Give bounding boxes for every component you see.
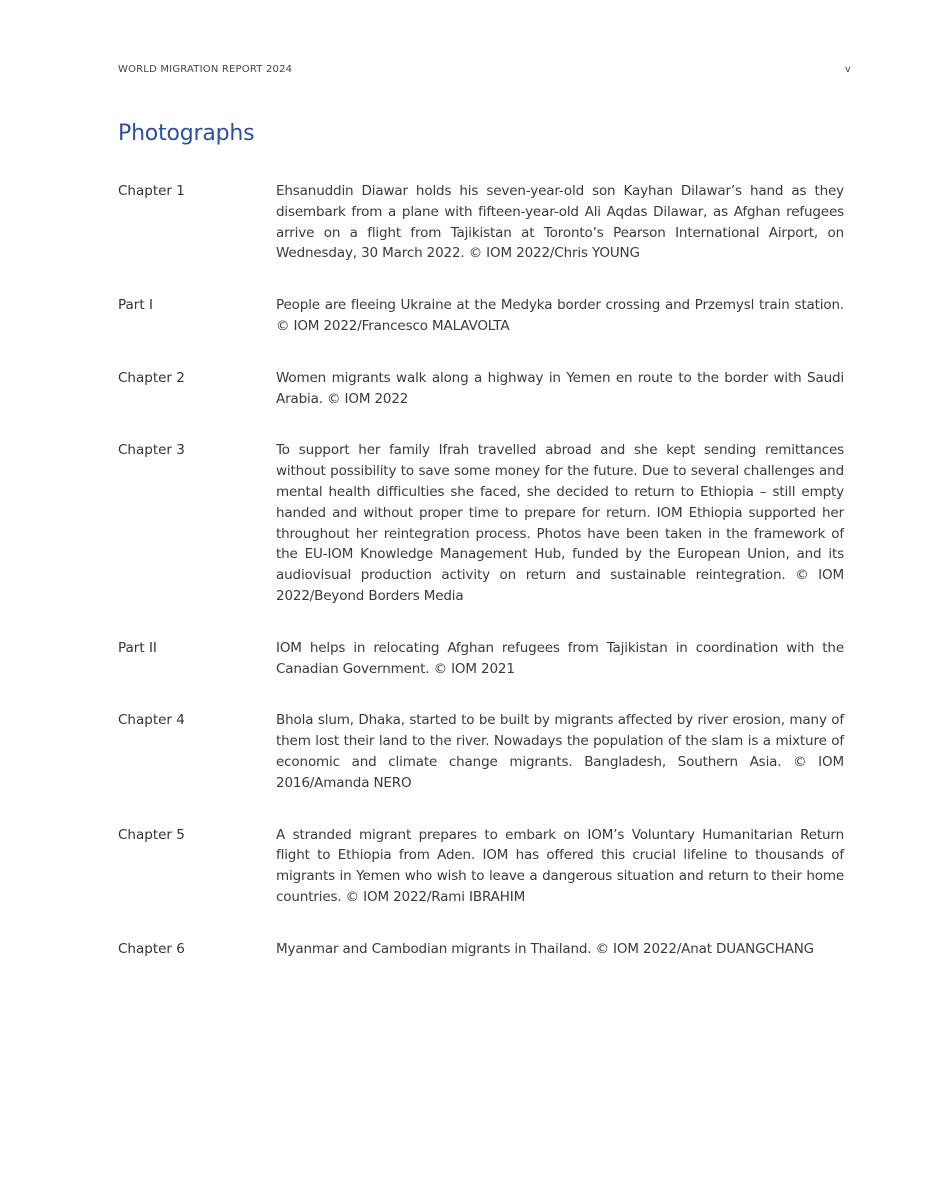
entry-caption: To support her family Ifrah travelled abroad and she kept sending remittances without possibility to save some money for the future. Due to several challenges and mental health difficulties she faced, she decided to return to Ethiopia – still empty handed and without proper time to prepare for return. IOM Ethiopia supported her throughout her reintegration process. Photos have been taken in the framework of the EU-IOM Knowledge Management Hub, funded by the European Union, and its audiovisual production activity on return and sustainable reintegration. © IOM 2022/Beyond Borders Media xyxy=(276,442,844,604)
page-number: v xyxy=(844,64,851,75)
entry-label: Part II xyxy=(118,639,157,656)
list-item xyxy=(118,181,844,264)
entry-label: Chapter 5 xyxy=(118,826,185,843)
running-header xyxy=(118,64,851,75)
entry-caption: People are fleeing Ukraine at the Medyka border crossing and Przemysl train station. © IOM 2022/Francesco MALAVOLTA xyxy=(276,297,844,334)
photo-credits-list xyxy=(118,181,844,991)
entry-label: Part I xyxy=(118,297,153,314)
list-item xyxy=(118,939,844,960)
entry-caption: Women migrants walk along a highway in Yemen en route to the border with Saudi Arabia. © IOM 2022 xyxy=(276,369,844,407)
list-item xyxy=(118,368,844,410)
list-item xyxy=(118,440,844,606)
entry-label: Chapter 4 xyxy=(118,712,185,729)
entry-label: Chapter 2 xyxy=(118,369,185,386)
entry-caption: A stranded migrant prepares to embark on IOM’s Voluntary Humanitarian Return flight to Ethiopia from Aden. IOM has offered this crucial lifeline to thousands of migrants in Yemen who wish to leave a dangerous situation and return to their home countries. © IOM 2022/Rami IBRAHIM xyxy=(276,826,844,905)
list-item xyxy=(118,825,844,908)
entry-label: Chapter 3 xyxy=(118,442,185,459)
entry-caption: IOM helps in relocating Afghan refugees from Tajikistan in coordination with the Canadian Government. © IOM 2021 xyxy=(276,639,844,677)
list-item xyxy=(118,710,844,793)
entry-caption: Bhola slum, Dhaka, started to be built by migrants affected by river erosion, many of them lost their land to the river. Nowadays the population of the slam is a mixture of economic and climate change migrants. Bangladesh, Southern Asia. © IOM 2016/Amanda NERO xyxy=(276,712,844,791)
page-title: Photographs xyxy=(118,121,255,146)
report-title: WORLD MIGRATION REPORT 2024 xyxy=(118,64,293,75)
entry-caption: Myanmar and Cambodian migrants in Thailand. © IOM 2022/Anat DUANGCHANG xyxy=(276,940,814,957)
entry-label: Chapter 1 xyxy=(118,183,185,199)
entry-caption: Ehsanuddin Diawar holds his seven-year-old son Kayhan Dilawar’s hand as they disembark from a plane with fifteen-year-old Ali Aqdas Dilawar, as Afghan refugees arrive on a flight from Tajikistan at Toronto’s Pearson International Airport, on Wednesday, 30 March 2022. © IOM 2022/Chris YOUNG xyxy=(276,183,844,262)
list-item xyxy=(118,638,844,680)
entry-label: Chapter 6 xyxy=(118,940,185,957)
list-item xyxy=(118,295,844,337)
